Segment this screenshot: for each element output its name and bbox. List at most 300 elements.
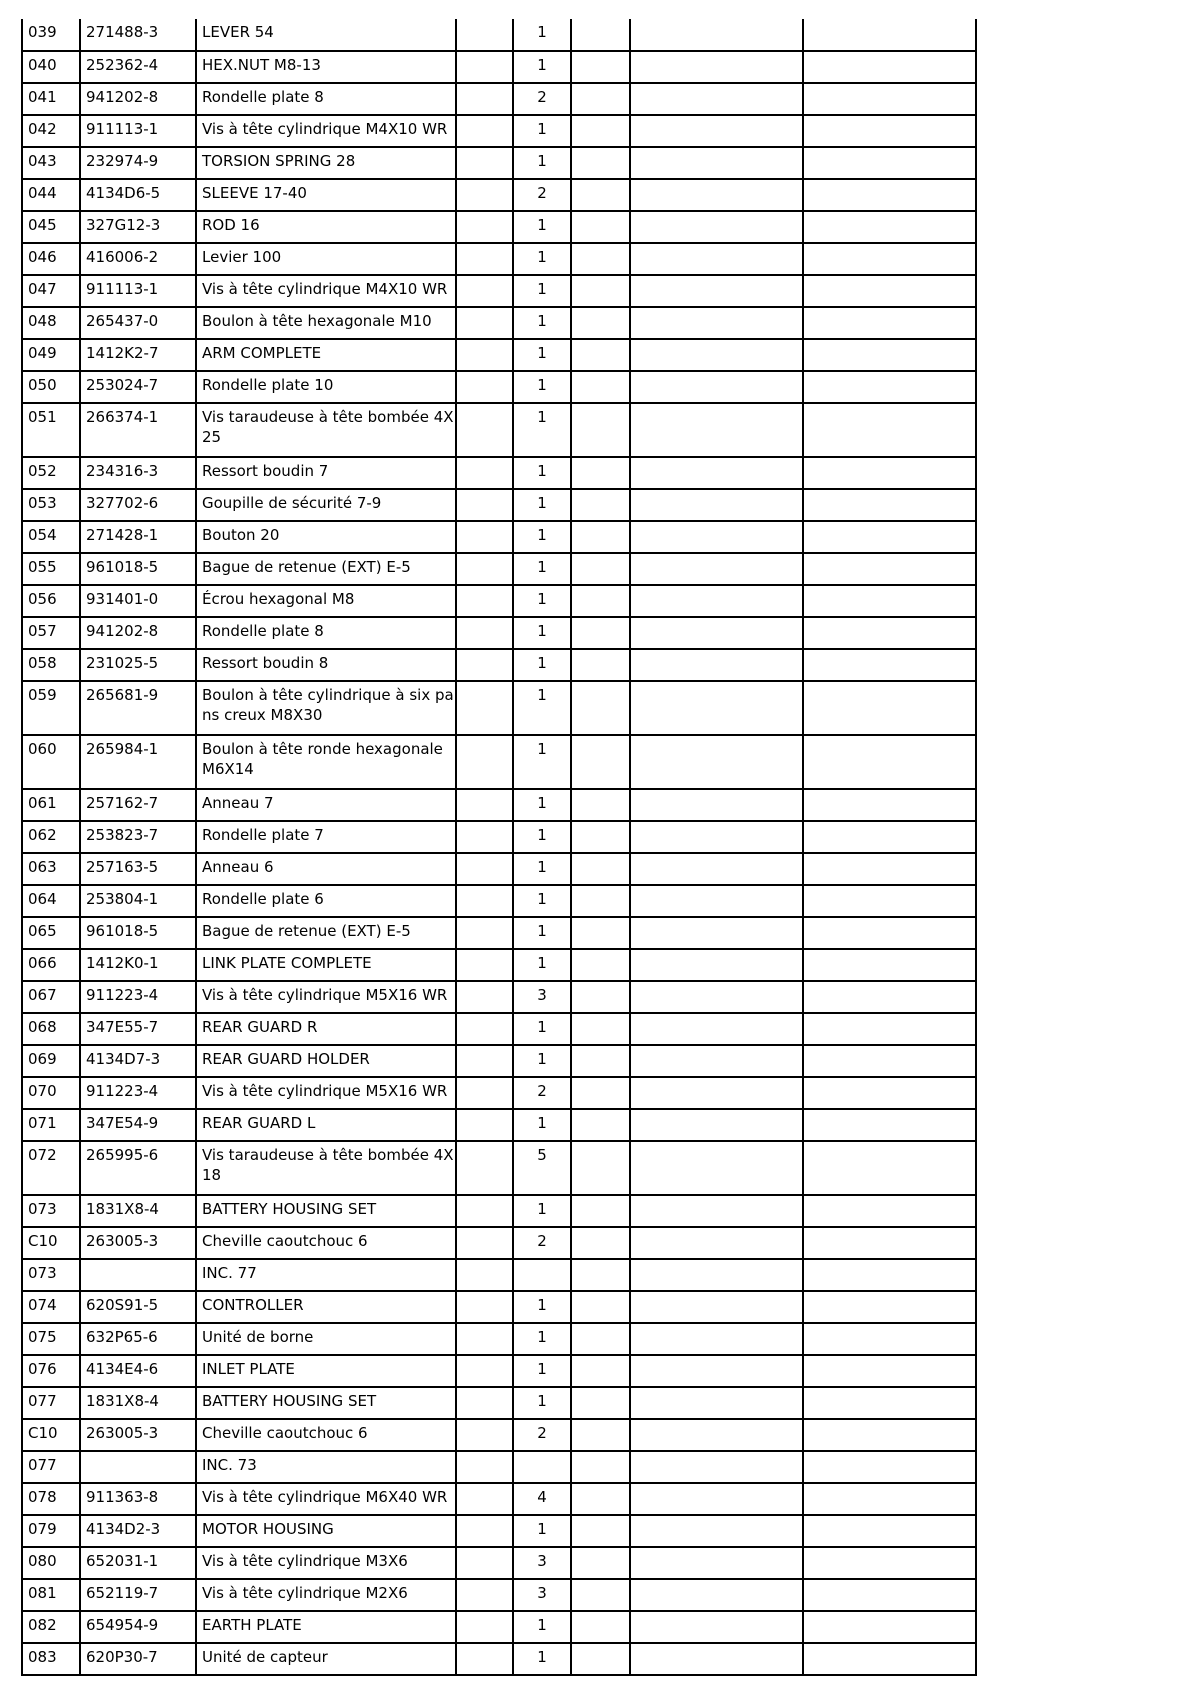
table-row	[22, 1195, 976, 1227]
empty-cell	[456, 1419, 513, 1451]
empty-cell	[571, 585, 630, 617]
empty-cell	[803, 51, 976, 83]
empty-cell	[803, 1483, 976, 1515]
table-row	[22, 1291, 976, 1323]
empty-cell	[630, 521, 803, 553]
item-number-cell: 065	[22, 917, 80, 949]
empty-cell	[571, 457, 630, 489]
empty-cell	[803, 1579, 976, 1611]
item-number-cell: 061	[22, 789, 80, 821]
table-row	[22, 83, 976, 115]
part-number-cell: 911113-1	[80, 275, 196, 307]
table-row	[22, 1451, 976, 1483]
description-cell: Bague de retenue (EXT) E-5	[196, 553, 456, 585]
quantity-cell: 1	[513, 617, 571, 649]
part-number-cell: 263005-3	[80, 1227, 196, 1259]
empty-cell	[456, 1387, 513, 1419]
description-cell: HEX.NUT M8-13	[196, 51, 456, 83]
quantity-cell: 1	[513, 1355, 571, 1387]
quantity-cell: 1	[513, 307, 571, 339]
empty-cell	[803, 917, 976, 949]
empty-cell	[456, 853, 513, 885]
empty-cell	[803, 403, 976, 457]
empty-cell	[571, 1195, 630, 1227]
empty-cell	[630, 1387, 803, 1419]
empty-cell	[630, 1013, 803, 1045]
table-row	[22, 949, 976, 981]
empty-cell	[630, 585, 803, 617]
empty-cell	[630, 489, 803, 521]
empty-cell	[630, 1483, 803, 1515]
quantity-cell: 4	[513, 1483, 571, 1515]
empty-cell	[456, 1515, 513, 1547]
parts-table	[21, 19, 977, 1676]
empty-cell	[803, 789, 976, 821]
quantity-cell: 1	[513, 917, 571, 949]
item-number-cell: 080	[22, 1547, 80, 1579]
part-number-cell: 4134D7-3	[80, 1045, 196, 1077]
item-number-cell: 079	[22, 1515, 80, 1547]
part-number-cell: 1831X8-4	[80, 1195, 196, 1227]
empty-cell	[456, 1355, 513, 1387]
part-number-cell: 257163-5	[80, 853, 196, 885]
empty-cell	[630, 115, 803, 147]
empty-cell	[456, 403, 513, 457]
empty-cell	[803, 179, 976, 211]
empty-cell	[803, 1013, 976, 1045]
part-number-cell: 1412K0-1	[80, 949, 196, 981]
empty-cell	[571, 19, 630, 51]
table-row	[22, 521, 976, 553]
empty-cell	[803, 457, 976, 489]
empty-cell	[571, 243, 630, 275]
item-number-cell: C10	[22, 1227, 80, 1259]
empty-cell	[571, 1013, 630, 1045]
empty-cell	[630, 147, 803, 179]
item-number-cell: 070	[22, 1077, 80, 1109]
empty-cell	[630, 821, 803, 853]
quantity-cell: 1	[513, 1515, 571, 1547]
quantity-cell: 1	[513, 1611, 571, 1643]
item-number-cell: 083	[22, 1643, 80, 1675]
quantity-cell: 1	[513, 1387, 571, 1419]
part-number-cell: 347E54-9	[80, 1109, 196, 1141]
empty-cell	[571, 147, 630, 179]
item-number-cell: 060	[22, 735, 80, 789]
empty-cell	[456, 617, 513, 649]
empty-cell	[571, 1141, 630, 1195]
quantity-cell	[513, 1259, 571, 1291]
table-row	[22, 51, 976, 83]
empty-cell	[456, 179, 513, 211]
table-row	[22, 1077, 976, 1109]
part-number-cell: 911113-1	[80, 115, 196, 147]
part-number-cell: 911223-4	[80, 1077, 196, 1109]
empty-cell	[571, 735, 630, 789]
quantity-cell: 1	[513, 275, 571, 307]
quantity-cell: 1	[513, 19, 571, 51]
part-number-cell: 632P65-6	[80, 1323, 196, 1355]
item-number-cell: 074	[22, 1291, 80, 1323]
quantity-cell: 2	[513, 83, 571, 115]
empty-cell	[571, 1419, 630, 1451]
part-number-cell: 252362-4	[80, 51, 196, 83]
quantity-cell: 1	[513, 1045, 571, 1077]
empty-cell	[630, 649, 803, 681]
description-cell: Vis à tête cylindrique M4X10 WR	[196, 115, 456, 147]
quantity-cell: 2	[513, 179, 571, 211]
description-cell: Vis taraudeuse à tête bombée 4X18	[196, 1141, 456, 1195]
item-number-cell: 075	[22, 1323, 80, 1355]
part-number-cell: 652119-7	[80, 1579, 196, 1611]
empty-cell	[630, 981, 803, 1013]
empty-cell	[571, 1547, 630, 1579]
part-number-cell: 941202-8	[80, 617, 196, 649]
empty-cell	[630, 1291, 803, 1323]
empty-cell	[571, 275, 630, 307]
quantity-cell: 5	[513, 1141, 571, 1195]
description-cell: TORSION SPRING 28	[196, 147, 456, 179]
empty-cell	[630, 1045, 803, 1077]
quantity-cell: 1	[513, 735, 571, 789]
empty-cell	[456, 115, 513, 147]
empty-cell	[571, 885, 630, 917]
item-number-cell: 040	[22, 51, 80, 83]
item-number-cell: 044	[22, 179, 80, 211]
part-number-cell: 257162-7	[80, 789, 196, 821]
empty-cell	[571, 853, 630, 885]
part-number-cell: 253804-1	[80, 885, 196, 917]
part-number-cell: 1412K2-7	[80, 339, 196, 371]
description-cell: INLET PLATE	[196, 1355, 456, 1387]
empty-cell	[803, 275, 976, 307]
empty-cell	[803, 1227, 976, 1259]
quantity-cell: 1	[513, 1291, 571, 1323]
empty-cell	[630, 1611, 803, 1643]
empty-cell	[630, 789, 803, 821]
part-number-cell: 231025-5	[80, 649, 196, 681]
part-number-cell: 234316-3	[80, 457, 196, 489]
empty-cell	[630, 1451, 803, 1483]
empty-cell	[630, 339, 803, 371]
quantity-cell: 1	[513, 949, 571, 981]
quantity-cell: 1	[513, 403, 571, 457]
empty-cell	[630, 83, 803, 115]
table-row	[22, 617, 976, 649]
empty-cell	[630, 243, 803, 275]
table-row	[22, 1579, 976, 1611]
empty-cell	[803, 1419, 976, 1451]
table-row	[22, 1013, 976, 1045]
description-cell: Rondelle plate 10	[196, 371, 456, 403]
empty-cell	[571, 1355, 630, 1387]
description-cell: Anneau 7	[196, 789, 456, 821]
description-cell: LINK PLATE COMPLETE	[196, 949, 456, 981]
empty-cell	[630, 179, 803, 211]
empty-cell	[571, 649, 630, 681]
quantity-cell: 3	[513, 1579, 571, 1611]
empty-cell	[803, 1387, 976, 1419]
item-number-cell: 071	[22, 1109, 80, 1141]
item-number-cell: 056	[22, 585, 80, 617]
description-cell: REAR GUARD R	[196, 1013, 456, 1045]
quantity-cell: 1	[513, 649, 571, 681]
empty-cell	[630, 681, 803, 735]
item-number-cell: 052	[22, 457, 80, 489]
empty-cell	[803, 681, 976, 735]
empty-cell	[571, 1109, 630, 1141]
table-row	[22, 681, 976, 735]
empty-cell	[571, 981, 630, 1013]
empty-cell	[456, 1141, 513, 1195]
description-cell: Écrou hexagonal M8	[196, 585, 456, 617]
empty-cell	[803, 1291, 976, 1323]
empty-cell	[571, 821, 630, 853]
empty-cell	[571, 115, 630, 147]
part-number-cell: 941202-8	[80, 83, 196, 115]
description-cell: Cheville caoutchouc 6	[196, 1419, 456, 1451]
empty-cell	[456, 1259, 513, 1291]
empty-cell	[630, 1643, 803, 1675]
quantity-cell: 2	[513, 1227, 571, 1259]
table-row	[22, 1419, 976, 1451]
item-number-cell: 082	[22, 1611, 80, 1643]
part-number-cell: 620S91-5	[80, 1291, 196, 1323]
item-number-cell: 051	[22, 403, 80, 457]
empty-cell	[803, 489, 976, 521]
table-row	[22, 1547, 976, 1579]
empty-cell	[803, 243, 976, 275]
empty-cell	[803, 981, 976, 1013]
table-row	[22, 917, 976, 949]
part-number-cell	[80, 1259, 196, 1291]
item-number-cell: 054	[22, 521, 80, 553]
table-row	[22, 307, 976, 339]
empty-cell	[630, 1579, 803, 1611]
description-cell: Vis à tête cylindrique M5X16 WR	[196, 1077, 456, 1109]
quantity-cell: 1	[513, 1109, 571, 1141]
empty-cell	[571, 1045, 630, 1077]
description-cell: Vis à tête cylindrique M3X6	[196, 1547, 456, 1579]
empty-cell	[630, 1323, 803, 1355]
part-number-cell: 265984-1	[80, 735, 196, 789]
description-cell: Boulon à tête cylindrique à six pans creux M8X30	[196, 681, 456, 735]
empty-cell	[456, 19, 513, 51]
table-row	[22, 489, 976, 521]
empty-cell	[456, 457, 513, 489]
part-number-cell: 271428-1	[80, 521, 196, 553]
empty-cell	[803, 1077, 976, 1109]
empty-cell	[456, 1109, 513, 1141]
description-cell: SLEEVE 17-40	[196, 179, 456, 211]
quantity-cell: 1	[513, 553, 571, 585]
empty-cell	[803, 649, 976, 681]
description-cell: REAR GUARD HOLDER	[196, 1045, 456, 1077]
description-cell: ARM COMPLETE	[196, 339, 456, 371]
item-number-cell: 077	[22, 1451, 80, 1483]
empty-cell	[456, 307, 513, 339]
item-number-cell: 063	[22, 853, 80, 885]
quantity-cell: 3	[513, 1547, 571, 1579]
part-number-cell: 253823-7	[80, 821, 196, 853]
empty-cell	[803, 617, 976, 649]
quantity-cell: 1	[513, 371, 571, 403]
part-number-cell: 265995-6	[80, 1141, 196, 1195]
empty-cell	[630, 735, 803, 789]
empty-cell	[456, 521, 513, 553]
empty-cell	[456, 1451, 513, 1483]
empty-cell	[571, 1515, 630, 1547]
empty-cell	[803, 553, 976, 585]
description-cell: INC. 73	[196, 1451, 456, 1483]
empty-cell	[456, 1195, 513, 1227]
empty-cell	[456, 735, 513, 789]
quantity-cell: 1	[513, 339, 571, 371]
part-number-cell: 271488-3	[80, 19, 196, 51]
item-number-cell: 067	[22, 981, 80, 1013]
description-cell: Bague de retenue (EXT) E-5	[196, 917, 456, 949]
empty-cell	[571, 789, 630, 821]
quantity-cell: 1	[513, 1195, 571, 1227]
empty-cell	[630, 307, 803, 339]
table-row	[22, 147, 976, 179]
empty-cell	[571, 83, 630, 115]
table-row	[22, 275, 976, 307]
empty-cell	[630, 617, 803, 649]
description-cell: Boulon à tête ronde hexagonale M6X14	[196, 735, 456, 789]
table-row	[22, 19, 976, 51]
table-row	[22, 981, 976, 1013]
item-number-cell: 069	[22, 1045, 80, 1077]
item-number-cell: 039	[22, 19, 80, 51]
part-number-cell: 652031-1	[80, 1547, 196, 1579]
item-number-cell: 046	[22, 243, 80, 275]
part-number-cell: 911223-4	[80, 981, 196, 1013]
description-cell: LEVER 54	[196, 19, 456, 51]
empty-cell	[630, 1141, 803, 1195]
empty-cell	[630, 1227, 803, 1259]
empty-cell	[630, 457, 803, 489]
part-number-cell: 911363-8	[80, 1483, 196, 1515]
table-row	[22, 457, 976, 489]
empty-cell	[803, 853, 976, 885]
empty-cell	[630, 1547, 803, 1579]
description-cell: BATTERY HOUSING SET	[196, 1195, 456, 1227]
part-number-cell: 4134D6-5	[80, 179, 196, 211]
table-row	[22, 371, 976, 403]
empty-cell	[456, 681, 513, 735]
table-row	[22, 885, 976, 917]
table-row	[22, 1515, 976, 1547]
quantity-cell: 1	[513, 457, 571, 489]
empty-cell	[456, 1227, 513, 1259]
empty-cell	[456, 649, 513, 681]
quantity-cell: 1	[513, 853, 571, 885]
table-row	[22, 403, 976, 457]
empty-cell	[803, 735, 976, 789]
table-row	[22, 179, 976, 211]
description-cell: INC. 77	[196, 1259, 456, 1291]
empty-cell	[456, 917, 513, 949]
table-row	[22, 1109, 976, 1141]
part-number-cell: 416006-2	[80, 243, 196, 275]
empty-cell	[630, 949, 803, 981]
empty-cell	[803, 1195, 976, 1227]
quantity-cell: 1	[513, 51, 571, 83]
item-number-cell: 047	[22, 275, 80, 307]
quantity-cell: 1	[513, 1013, 571, 1045]
empty-cell	[803, 83, 976, 115]
description-cell: MOTOR HOUSING	[196, 1515, 456, 1547]
empty-cell	[456, 243, 513, 275]
empty-cell	[630, 553, 803, 585]
empty-cell	[571, 1579, 630, 1611]
empty-cell	[571, 211, 630, 243]
description-cell: Vis à tête cylindrique M4X10 WR	[196, 275, 456, 307]
description-cell: Ressort boudin 7	[196, 457, 456, 489]
item-number-cell: 048	[22, 307, 80, 339]
quantity-cell: 3	[513, 981, 571, 1013]
empty-cell	[803, 1323, 976, 1355]
empty-cell	[630, 51, 803, 83]
empty-cell	[456, 51, 513, 83]
item-number-cell: 042	[22, 115, 80, 147]
empty-cell	[571, 307, 630, 339]
empty-cell	[456, 1045, 513, 1077]
part-number-cell	[80, 1451, 196, 1483]
description-cell: Vis à tête cylindrique M6X40 WR	[196, 1483, 456, 1515]
item-number-cell: C10	[22, 1419, 80, 1451]
quantity-cell: 1	[513, 885, 571, 917]
quantity-cell: 1	[513, 521, 571, 553]
item-number-cell: 049	[22, 339, 80, 371]
item-number-cell: 041	[22, 83, 80, 115]
parts-table-body	[22, 19, 976, 1675]
empty-cell	[571, 1451, 630, 1483]
empty-cell	[630, 275, 803, 307]
table-row	[22, 339, 976, 371]
empty-cell	[630, 853, 803, 885]
part-number-cell: 327702-6	[80, 489, 196, 521]
empty-cell	[803, 1355, 976, 1387]
empty-cell	[571, 1323, 630, 1355]
empty-cell	[456, 1547, 513, 1579]
part-number-cell: 266374-1	[80, 403, 196, 457]
description-cell: Ressort boudin 8	[196, 649, 456, 681]
quantity-cell	[513, 1451, 571, 1483]
table-row	[22, 1323, 976, 1355]
empty-cell	[571, 681, 630, 735]
empty-cell	[456, 1323, 513, 1355]
empty-cell	[456, 981, 513, 1013]
table-row	[22, 1227, 976, 1259]
description-cell: Rondelle plate 8	[196, 83, 456, 115]
empty-cell	[571, 917, 630, 949]
empty-cell	[803, 211, 976, 243]
empty-cell	[630, 1515, 803, 1547]
empty-cell	[630, 211, 803, 243]
empty-cell	[571, 1227, 630, 1259]
table-row	[22, 115, 976, 147]
quantity-cell: 1	[513, 147, 571, 179]
empty-cell	[803, 339, 976, 371]
empty-cell	[456, 1013, 513, 1045]
description-cell: Boulon à tête hexagonale M10	[196, 307, 456, 339]
description-cell: CONTROLLER	[196, 1291, 456, 1323]
part-number-cell: 4134E4-6	[80, 1355, 196, 1387]
empty-cell	[456, 789, 513, 821]
item-number-cell: 077	[22, 1387, 80, 1419]
